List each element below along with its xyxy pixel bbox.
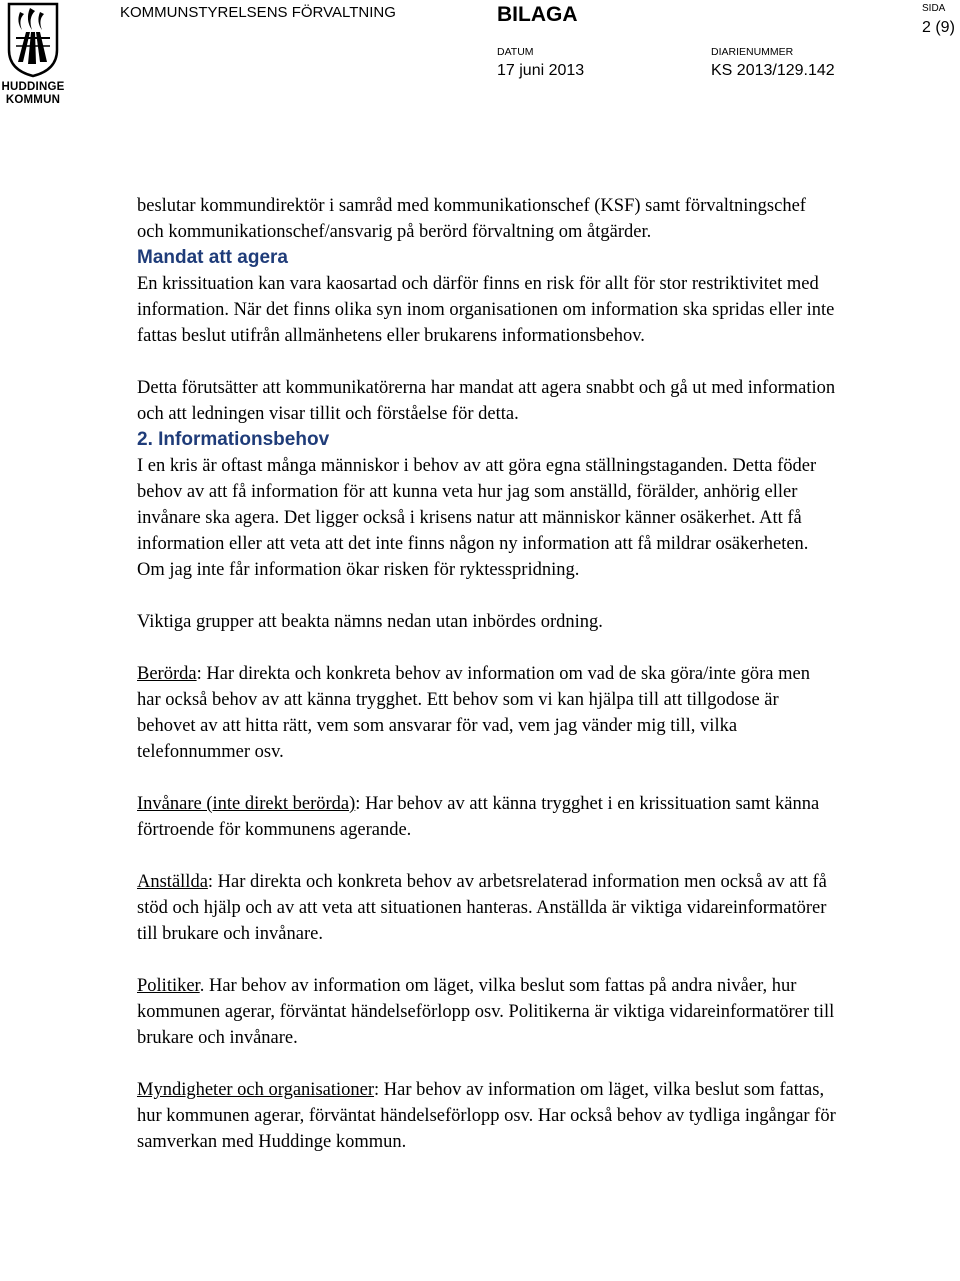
mandat-paragraph-2: Detta förutsätter att kommunikatörerna har mandat att agera snabbt och gå ut med information och att ledningen visar tillit och förståelse för detta. (137, 378, 836, 424)
group-term-separator: : (374, 1080, 380, 1100)
logo-text-line2: KOMMUN (5, 94, 61, 106)
organization-name: KOMMUNSTYRELSENS FÖRVALTNING (120, 4, 396, 21)
coat-of-arms-icon (6, 2, 60, 78)
group-description: Har direkta och konkreta behov av information om vad de ska göra/inte göra men har också behov av att känna trygghet. Ett behov som vi kan hjälpa till att tillgodose är behovet av att hitta rätt, vem som ansvarar för vad, vem jag vänder mig till, vilka telefonnummer osv. (137, 664, 810, 762)
document-type: BILAGA (497, 3, 578, 26)
municipality-logo (0, 0, 66, 108)
group-term: Politiker (137, 976, 200, 996)
group-term-separator: : (207, 872, 214, 892)
document-body (137, 193, 837, 1155)
group-paragraph-invanare (137, 791, 837, 843)
group-term: Berörda (137, 664, 197, 684)
group-description: Har behov av information om läget, vilka beslut som fattas på andra nivåer, hur kommunen agerar, förväntat händelseförlopp osv. Politikerna är viktiga vidareinformatörer till brukare och invånare. (137, 976, 835, 1048)
date-value: 17 juni 2013 (497, 62, 585, 79)
group-description: Har direkta och konkreta behov av arbetsrelaterad information men också av att få stöd och hjälp och av att veta att situationen hanteras. Anställda är viktiga vidareinformatörer till brukare och invånare. (137, 872, 827, 944)
logo-text-line1: HUDDINGE (1, 81, 65, 93)
group-paragraph-anstallda (137, 869, 837, 947)
group-paragraph-berorda (137, 661, 837, 765)
group-term-separator: . (199, 976, 205, 996)
section-heading-mandat: Mandat att agera (137, 247, 288, 268)
group-description: Har behov av att känna trygghet i en krissituation samt känna förtroende för kommunens agerande. (137, 794, 820, 840)
group-term: Anställda (137, 872, 208, 892)
group-description: Har behov av information om läget, vilka beslut som fattas, hur kommunen agerar, förväntat händelseförlopp osv. Har också behov av tydliga ingångar för samverkan med Huddinge kommun. (137, 1080, 836, 1152)
group-paragraph-myndigheter (137, 1077, 837, 1155)
informationsbehov-paragraph-1: I en kris är oftast många människor i behov av att göra egna ställningstaganden. Detta föder behov av att få information för att kunna veta hur jag som anställd, förälder, anhörig eller invånare ska agera. Det ligger också i krisens natur att människor känner osäkerhet. Att få information eller att veta att det inte finns någon ny information att få mildrar osäkerheten. Om jag inte får information ökar risken för ryktesspridning. (137, 456, 817, 580)
mandat-paragraph-1: En krissituation kan vara kaosartad och därför finns en risk för allt för stor restriktivitet med information. När det finns olika syn inom organisationen om information ska spridas eller inte fattas beslut utifrån allmänhetens eller brukarens informationsbehov. (137, 274, 835, 346)
page-label: SIDA (922, 3, 946, 14)
section-heading-informationsbehov: 2. Informationsbehov (137, 429, 330, 450)
group-term-separator: : (196, 664, 202, 684)
date-label: DATUM (497, 46, 534, 58)
intro-paragraph: beslutar kommundirektör i samråd med kommunikationschef (KSF) samt förvaltningschef och kommunikationschef/ansvarig på berörd förvaltning om åtgärder. (137, 196, 806, 242)
group-term-separator: : (355, 794, 361, 814)
group-term: Invånare (inte direkt berörda) (137, 794, 356, 814)
registry-number-label: DIARIENUMMER (711, 46, 794, 58)
page-number: 2 (9) (922, 19, 955, 36)
informationsbehov-paragraph-2: Viktiga grupper att beakta nämns nedan utan inbördes ordning. (137, 612, 603, 632)
group-term: Myndigheter och organisationer (137, 1080, 375, 1100)
registry-number-value: KS 2013/129.142 (711, 62, 835, 79)
group-paragraph-politiker (137, 973, 837, 1051)
